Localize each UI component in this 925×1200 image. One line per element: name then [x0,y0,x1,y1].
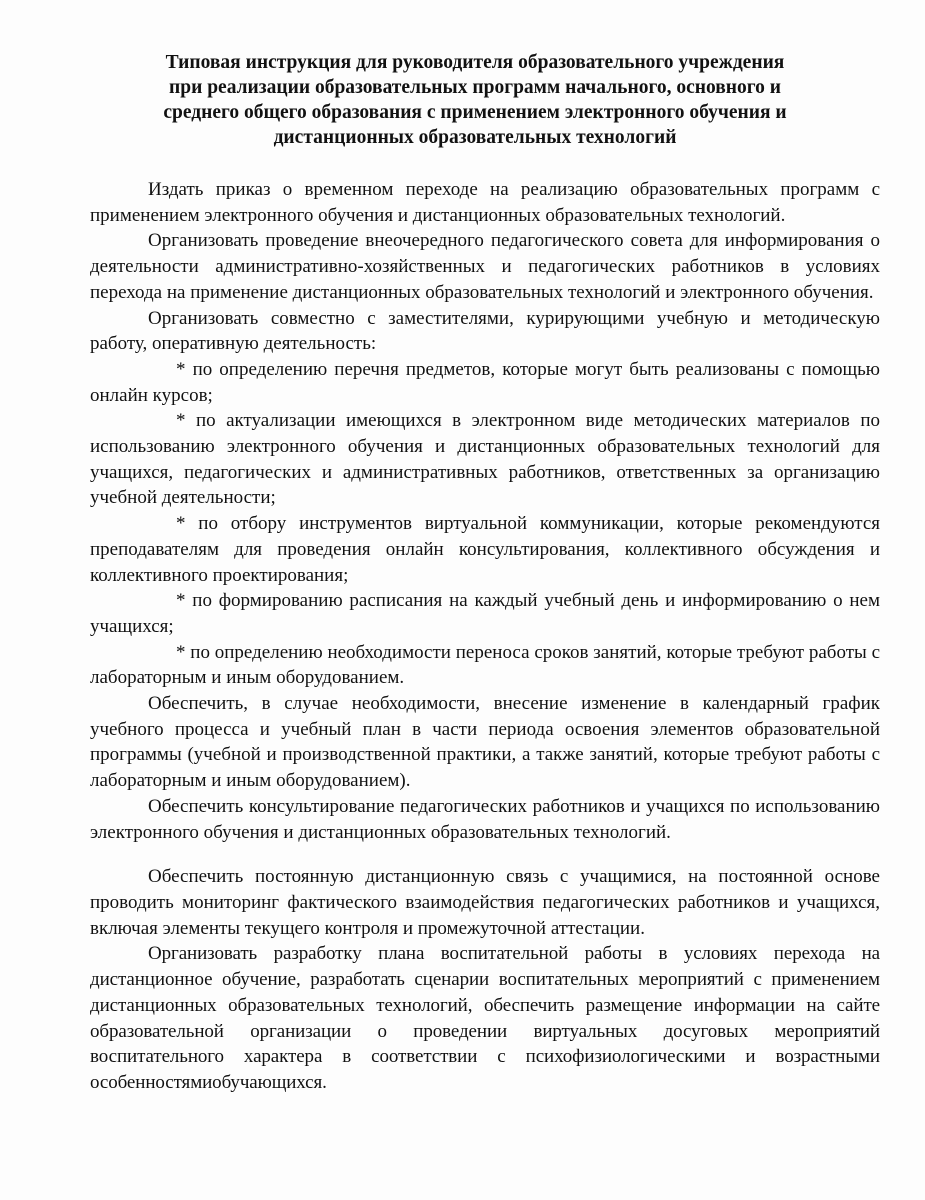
paragraph-order: Издать приказ о временном переходе на реализацию образовательных программ с применением электронного обучения и дистанционных образовательных технологий. [90,179,880,226]
bullet-item: * по актуализации имеющихся в электронном виде методических материалов по использованию электронного обучения и дистанционных образовательных технологий для учащихся, педагогических и административных работников, ответственных за организацию учебной деятельности; [90,410,880,509]
paragraph-organize: Организовать совместно с заместителями, курирующими учебную и методическую работу, оперативную деятельность: [90,307,880,355]
document-title [110,50,840,150]
bullet-item: * по формированию расписания на каждый учебный день и информированию о нем учащихся; [90,590,880,637]
bullet-item: * по определению необходимости переноса сроков занятий, которые требуют работы с лабораторным и иным оборудованием. [90,641,880,689]
document-body [90,177,880,1096]
bullet-item: * по определению перечня предметов, которые могут быть реализованы с помощью онлайн курсов; [90,358,880,406]
title-line: среднего общего образования с применением электронного обучения и [163,102,787,123]
paragraph-council: Организовать проведение внеочередного педагогического совета для информирования о деятельности административно-хозяйственных и педагогических работников в условиях перехода на применение дистанционных образовательных технологий и электронного обучения. [90,230,880,303]
paragraph-schedule-changes: Обеспечить, в случае необходимости, внесение изменение в календарный график учебного процесса и учебный план в части периода освоения элементов образовательной программы (учебной и производственной практики, а также занятий, которые требуют работы с лабораторным и иным оборудованием). [90,693,880,792]
paragraph-consulting: Обеспечить консультирование педагогических работников и учащихся по использованию электронного обучения и дистанционных образовательных технологий. [90,795,880,843]
bullet-item: * по отбору инструментов виртуальной коммуникации, которые рекомендуются преподавателям для проведения онлайн консультирования, коллективного обсуждения и коллективного проектирования; [90,513,880,586]
paragraph-monitoring: Обеспечить постоянную дистанционную связь с учащимися, на постоянной основе проводить мониторинг фактического взаимодействия педагогических работников и учащихся, включая элементы текущего контроля и промежуточной аттестации. [90,866,880,939]
title-line: при реализации образовательных программ начального, основного и [169,77,781,98]
title-line: Типовая инструкция для руководителя образовательного учреждения [165,52,785,73]
paragraph-educational-work: Организовать разработку плана воспитательной работы в условиях перехода на дистанционное обучение, разработать сценарии воспитательных мероприятий с применением дистанционных образовательных технологий, обеспечить размещение информации на сайте образовательной организации о проведении виртуальных досуговых мероприятий воспитательного характера в соответствии с психофизиологическими и возрастными особенностямиобучающихся. [90,943,880,1093]
title-line: дистанционных образовательных технологий [273,127,677,148]
